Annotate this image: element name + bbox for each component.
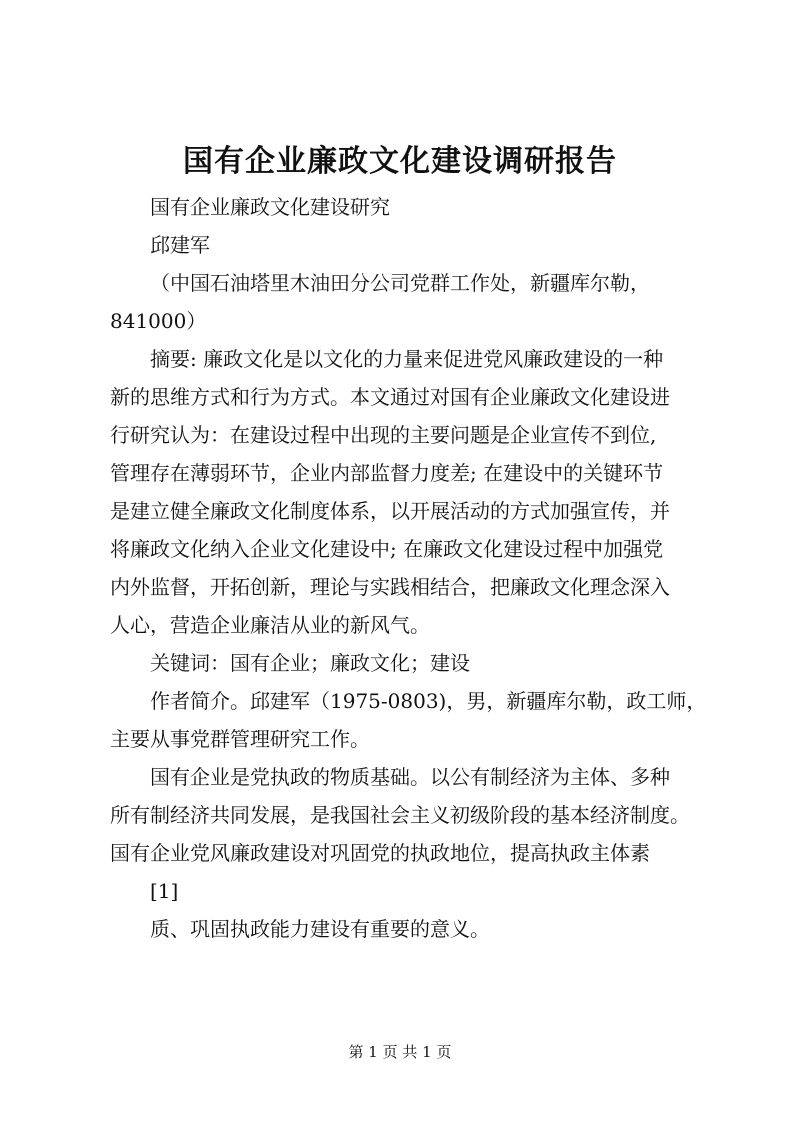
document-body (110, 188, 710, 948)
document-title: 国有企业廉政文化建设调研报告 (183, 144, 617, 179)
postal-code-line: 841000） (110, 309, 207, 333)
page-footer: 第 1 页 共 1 页 (348, 1043, 452, 1061)
paragraph-line: 国有企业党风廉政建设对巩固党的执政地位，提高执政主体素 (110, 841, 650, 865)
reference-marker: [1] (150, 879, 179, 903)
abstract-line: 人心，营造企业廉洁从业的新风气。 (110, 613, 430, 637)
abstract-line: 行研究认为：在建设过程中出现的主要问题是企业宣传不到位, (110, 423, 657, 447)
subtitle-line: 国有企业廉政文化建设研究 (150, 195, 390, 219)
author-name: 邱建军 (150, 233, 210, 257)
paragraph-line: 所有制经济共同发展，是我国社会主义初级阶段的基本经济制度。 (110, 803, 690, 827)
author-bio-line: 主要从事党群管理研究工作。 (110, 727, 370, 751)
abstract-line: 是建立健全廉政文化制度体系，以开展活动的方式加强宣传，并 (110, 499, 670, 523)
abstract-line: 摘要: 廉政文化是以文化的力量来促进党风廉政建设的一种 (150, 347, 664, 371)
abstract-line: 新的思维方式和行为方式。本文通过对国有企业廉政文化建设进 (110, 385, 670, 409)
abstract-line: 将廉政文化纳入企业文化建设中; 在廉政文化建设过程中加强党 (110, 537, 664, 561)
keywords-line: 关键词：国有企业；廉政文化；建设 (150, 651, 470, 675)
affiliation-line: （中国石油塔里木油田分公司党群工作处，新疆库尔勒， (150, 271, 650, 295)
abstract-line: 管理存在薄弱环节，企业内部监督力度差; 在建设中的关键环节 (110, 461, 664, 485)
paragraph-line: 质、巩固执政能力建设有重要的意义。 (150, 917, 490, 941)
paragraph-line: 国有企业是党执政的物质基础。以公有制经济为主体、多种 (150, 765, 670, 789)
author-bio-line: 作者简介。邱建军（1975-0803)，男，新疆库尔勒，政工师， (150, 689, 707, 713)
abstract-line: 内外监督，开拓创新，理论与实践相结合，把廉政文化理念深入 (110, 575, 670, 599)
